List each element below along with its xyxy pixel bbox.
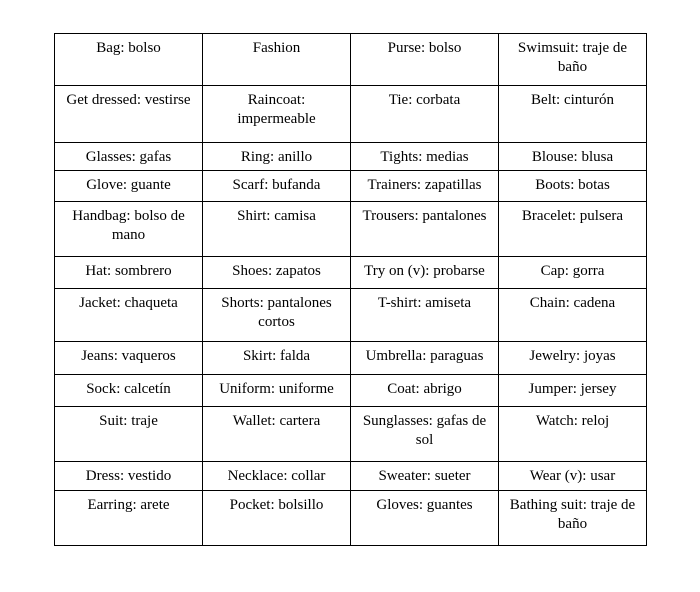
- table-cell: Dress: vestido: [55, 462, 203, 491]
- table-cell: Trainers: zapatillas: [351, 171, 499, 202]
- table-cell: Jewelry: joyas: [499, 342, 647, 375]
- table-cell: Wallet: cartera: [203, 407, 351, 462]
- table-cell: Shirt: camisa: [203, 202, 351, 257]
- table-cell: Gloves: guantes: [351, 491, 499, 546]
- table-row: [55, 407, 647, 462]
- table-cell: Uniform: uniforme: [203, 375, 351, 407]
- table-cell: Suit: traje: [55, 407, 203, 462]
- table-cell: Chain: cadena: [499, 289, 647, 342]
- table-cell: Blouse: blusa: [499, 143, 647, 171]
- table-row: [55, 202, 647, 257]
- table-cell: Jumper: jersey: [499, 375, 647, 407]
- table-cell: Shorts: pantalones cortos: [203, 289, 351, 342]
- table-cell: Tights: medias: [351, 143, 499, 171]
- table-cell: Shoes: zapatos: [203, 257, 351, 289]
- table-cell: Ring: anillo: [203, 143, 351, 171]
- table-cell: Watch: reloj: [499, 407, 647, 462]
- table-cell: T-shirt: amiseta: [351, 289, 499, 342]
- table-cell: Raincoat: impermeable: [203, 86, 351, 143]
- table-cell: Get dressed: vestirse: [55, 86, 203, 143]
- table-cell: Tie: corbata: [351, 86, 499, 143]
- table-cell: Try on (v): probarse: [351, 257, 499, 289]
- table-row: [55, 34, 647, 86]
- table-cell: Earring: arete: [55, 491, 203, 546]
- table-cell: Sweater: sueter: [351, 462, 499, 491]
- table-cell: Boots: botas: [499, 171, 647, 202]
- table-cell: Trousers: pantalones: [351, 202, 499, 257]
- table-cell: Scarf: bufanda: [203, 171, 351, 202]
- table-cell: Jacket: chaqueta: [55, 289, 203, 342]
- table-cell: Bathing suit: traje de baño: [499, 491, 647, 546]
- table-cell: Swimsuit: traje de baño: [499, 34, 647, 86]
- table-row: [55, 171, 647, 202]
- table-row: [55, 342, 647, 375]
- table-cell: Glove: guante: [55, 171, 203, 202]
- table-row: [55, 462, 647, 491]
- table-cell: Bag: bolso: [55, 34, 203, 86]
- table-cell: Belt: cinturón: [499, 86, 647, 143]
- table-cell: Glasses: gafas: [55, 143, 203, 171]
- table-row: [55, 86, 647, 143]
- table-cell: Jeans: vaqueros: [55, 342, 203, 375]
- table-cell: Hat: sombrero: [55, 257, 203, 289]
- table-cell: Fashion: [203, 34, 351, 86]
- table-row: [55, 491, 647, 546]
- table-cell: Necklace: collar: [203, 462, 351, 491]
- table-cell: Handbag: bolso de mano: [55, 202, 203, 257]
- table-cell: Coat: abrigo: [351, 375, 499, 407]
- table-cell: Sock: calcetín: [55, 375, 203, 407]
- table-cell: Bracelet: pulsera: [499, 202, 647, 257]
- table-row: [55, 257, 647, 289]
- table-cell: Wear (v): usar: [499, 462, 647, 491]
- table-row: [55, 289, 647, 342]
- table-cell: Purse: bolso: [351, 34, 499, 86]
- vocab-table-body: [55, 34, 647, 546]
- table-cell: Pocket: bolsillo: [203, 491, 351, 546]
- table-row: [55, 143, 647, 171]
- table-cell: Umbrella: paraguas: [351, 342, 499, 375]
- table-cell: Skirt: falda: [203, 342, 351, 375]
- vocab-table: [54, 33, 647, 546]
- table-cell: Cap: gorra: [499, 257, 647, 289]
- table-row: [55, 375, 647, 407]
- table-cell: Sunglasses: gafas de sol: [351, 407, 499, 462]
